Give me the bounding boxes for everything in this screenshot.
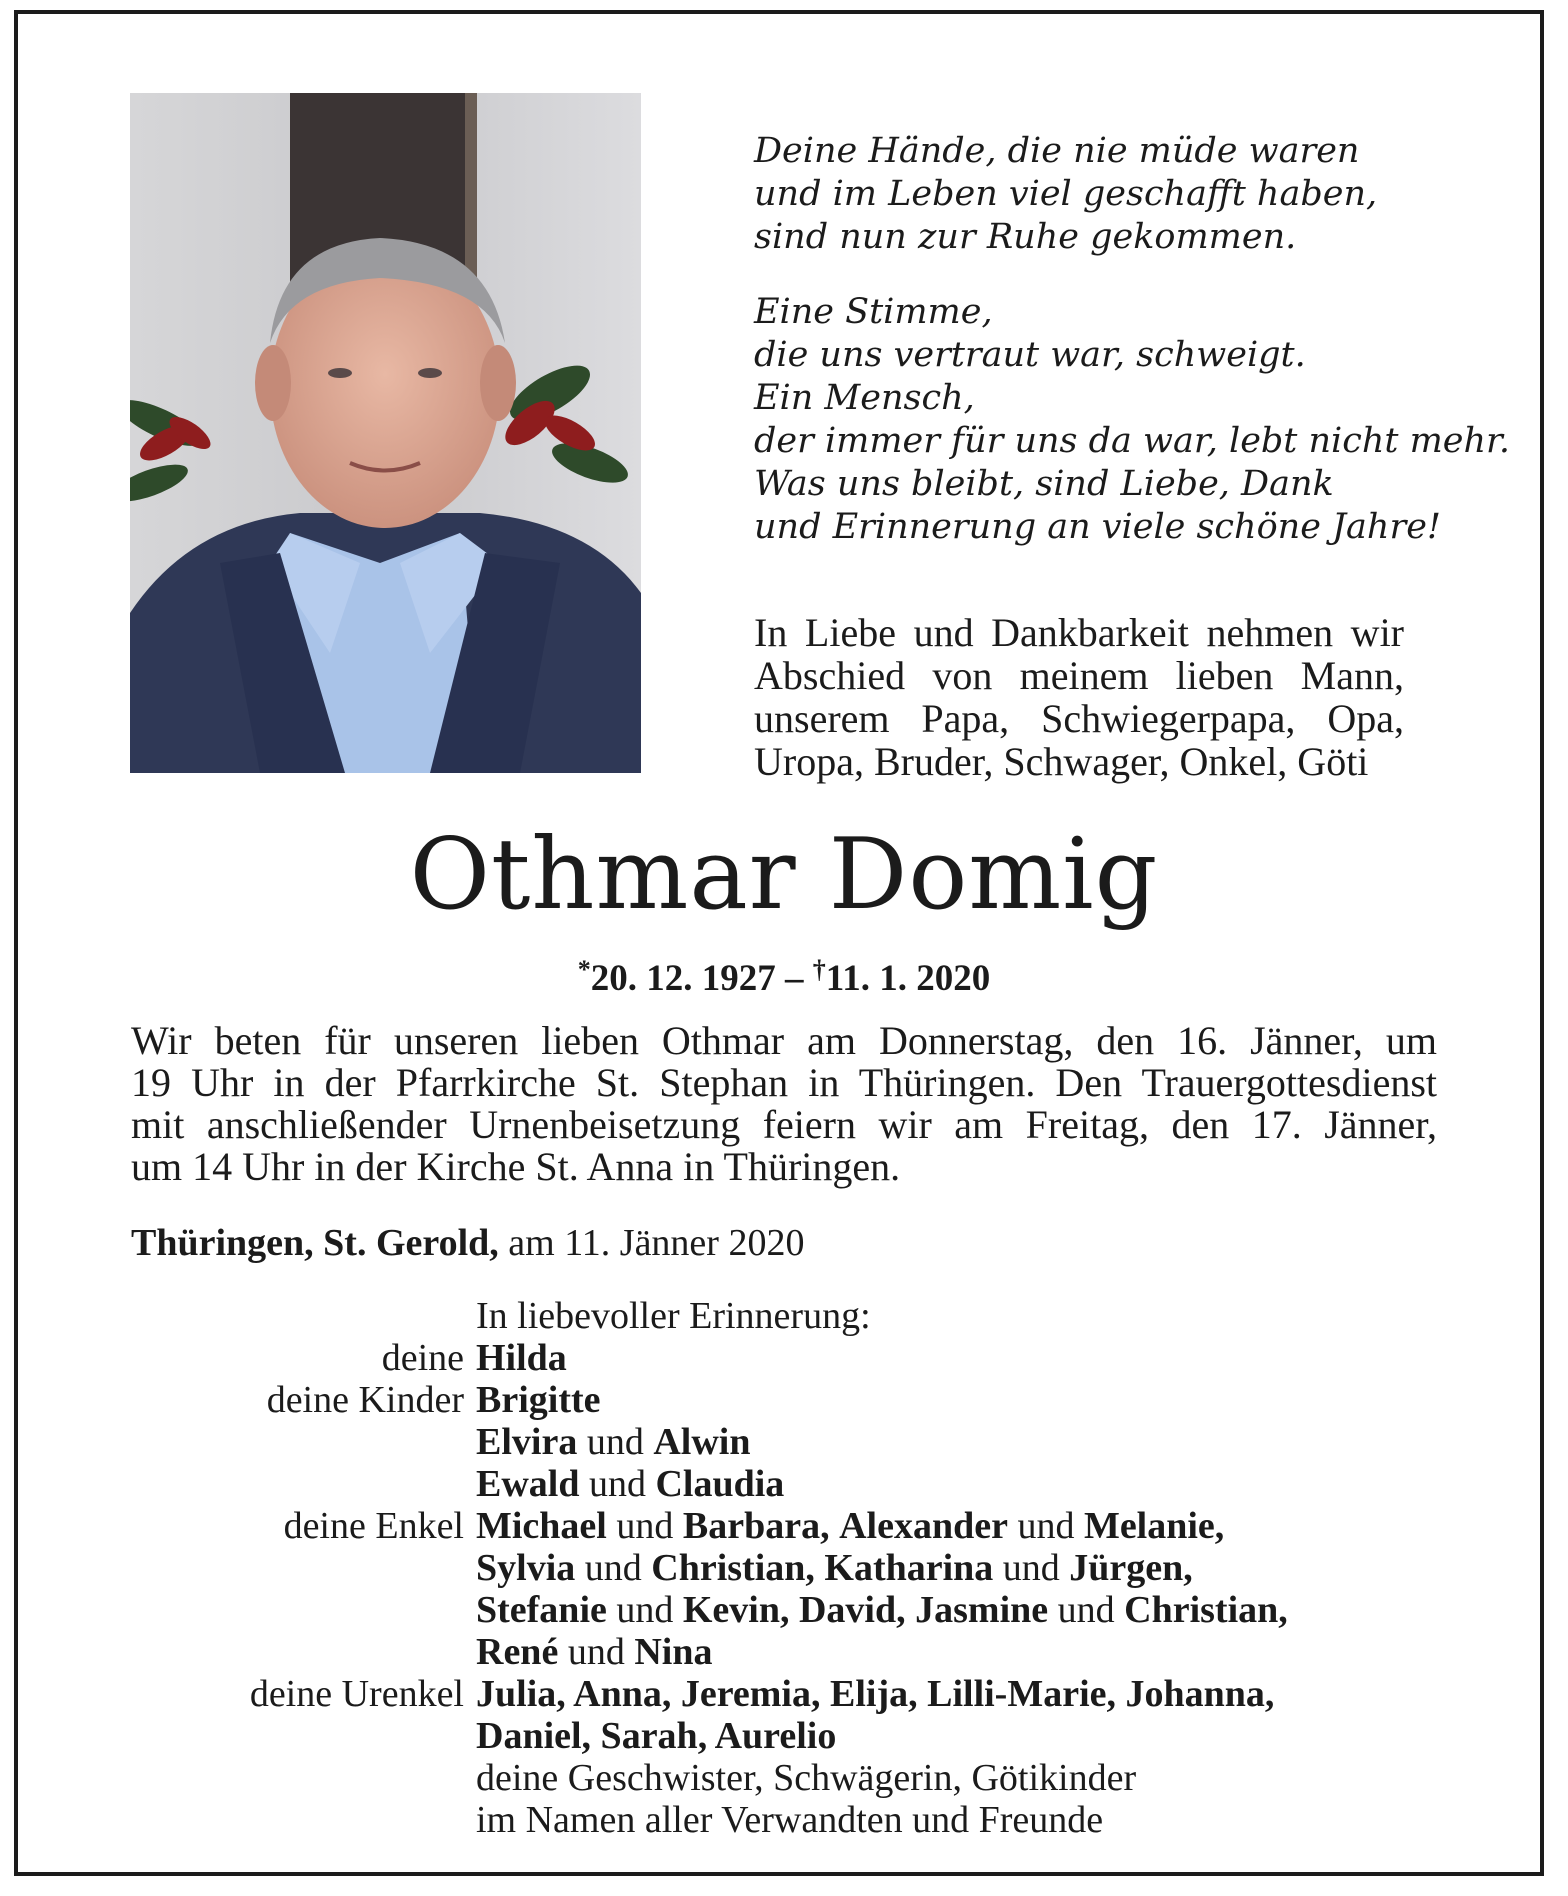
and-word: und [1002,1547,1060,1589]
portrait-photo [130,93,641,773]
and-word: und [616,1589,674,1631]
poem-line: Deine Hände, die nie müde waren [754,131,1360,171]
poem-line: Ein Mensch, [754,378,975,418]
poem-stanza-1 [754,130,1474,259]
mourners-wife-row [131,1337,1461,1379]
birth-date: 20. 12. 1927 [590,958,776,999]
and-word: und [584,1547,642,1589]
mourners-children-row [131,1463,1461,1505]
mourner-name: Alexander [839,1505,1008,1547]
mourner-name: Elvira [476,1421,578,1463]
birth-symbol: * [577,955,591,984]
mourner-label: deine [381,1337,464,1379]
poem-line: sind nun zur Ruhe gekommen. [754,217,1297,257]
mourner-name: Ewald [476,1463,580,1505]
mourners-children-row [131,1379,1461,1421]
place-date [131,1222,1131,1264]
closing-line: deine Geschwister, Schwägerin, Götikinder [476,1757,1137,1799]
mourner-name: Sylvia [476,1547,576,1589]
mourner-name: Melanie, [1083,1505,1225,1547]
mourner-names: Daniel, Sarah, Aurelio [476,1715,837,1757]
farewell-text [754,611,1404,783]
mourners-intro-row [131,1295,1461,1337]
and-word: und [1017,1505,1075,1547]
mourners-list [131,1295,1461,1841]
death-symbol: † [812,955,826,984]
mourner-name: Alwin [653,1421,751,1463]
mourner-name: Christian, [651,1547,815,1589]
mourner-name: Stefanie [476,1589,607,1631]
farewell-line: In Liebe und Dankbarkeit nehmen wir [754,610,1404,655]
mourner-name: Barbara, [682,1505,830,1547]
place-names: Thüringen, St. Gerold, [131,1222,499,1264]
closing-line: im Namen aller Verwandten und Freunde [476,1799,1104,1841]
mourners-greatgrandchildren-row [131,1673,1461,1715]
mourner-name: Hilda [476,1337,567,1379]
mourners-grandchildren-row [131,1631,1461,1673]
and-word: und [567,1631,625,1673]
mourner-name: Kevin, David, Jasmine [682,1589,1049,1631]
poem [754,130,1511,581]
poem-line: Was uns bleibt, sind Liebe, Dank [754,464,1334,504]
mourner-name: Claudia [655,1463,785,1505]
date-separator: – [775,958,813,999]
mourners-intro: In liebevoller Erinnerung: [476,1295,871,1337]
mourner-label: deine Kinder [266,1379,464,1421]
mourners-grandchildren-row [131,1505,1461,1547]
life-dates [0,950,1568,999]
poem-line: der immer für uns da war, lebt nicht mehr. [754,421,1511,461]
mourners-children-row [131,1421,1461,1463]
and-word: und [586,1421,644,1463]
service-announcement [131,1020,1437,1188]
death-date: 11. 1. 2020 [825,958,991,999]
and-word: und [616,1505,674,1547]
mourners-grandchildren-row [131,1547,1461,1589]
mourner-name: Christian, [1124,1589,1288,1631]
farewell-line: Abschied von meinem lieben Mann, [754,653,1404,698]
and-word: und [1057,1589,1115,1631]
mourner-name: Nina [634,1631,713,1673]
poem-line: die uns vertraut war, schweigt. [754,335,1306,375]
farewell-line: unserem Papa, Schwiegerpapa, Opa, [754,696,1404,741]
mourners-grandchildren-row [131,1589,1461,1631]
mourner-name: René [476,1631,559,1673]
mourners-greatgrandchildren-row [131,1715,1461,1757]
mourner-name: Brigitte [476,1379,601,1421]
place-date-text: am 11. Jänner 2020 [498,1222,805,1264]
service-line: um 14 Uhr in der Kirche St. Anna in Thüringen. [131,1144,901,1189]
farewell-line: Uropa, Bruder, Schwager, Onkel, Göti [754,739,1369,784]
mourner-names: Julia, Anna, Jeremia, Elija, Lilli-Marie, Johanna, [476,1673,1275,1715]
service-line: Wir beten für unseren lieben Othmar am Donnerstag, den 16. Jänner, um [131,1018,1437,1063]
mourner-name: Katharina [824,1547,994,1589]
deceased-name: Othmar Domig [409,818,1159,932]
poem-line: Eine Stimme, [754,292,993,332]
mourner-label: deine Enkel [283,1505,464,1547]
and-word: und [588,1463,646,1505]
poem-line: und im Leben viel geschafft haben, [754,174,1378,214]
mourner-name: Jürgen, [1069,1547,1193,1589]
poem-stanza-2 [754,291,1511,549]
service-line: 19 Uhr in der Pfarrkirche St. Stephan in Thüringen. Den Trauergottesdienst [131,1060,1437,1105]
mourners-closing-row [131,1799,1461,1841]
poem-line: und Erinnerung an viele schöne Jahre! [754,507,1441,547]
mourner-name: Michael [476,1505,607,1547]
service-line: mit anschließender Urnenbeisetzung feiern wir am Freitag, den 17. Jänner, [131,1102,1437,1147]
mourner-label: deine Urenkel [249,1673,464,1715]
mourners-closing-row [131,1757,1461,1799]
